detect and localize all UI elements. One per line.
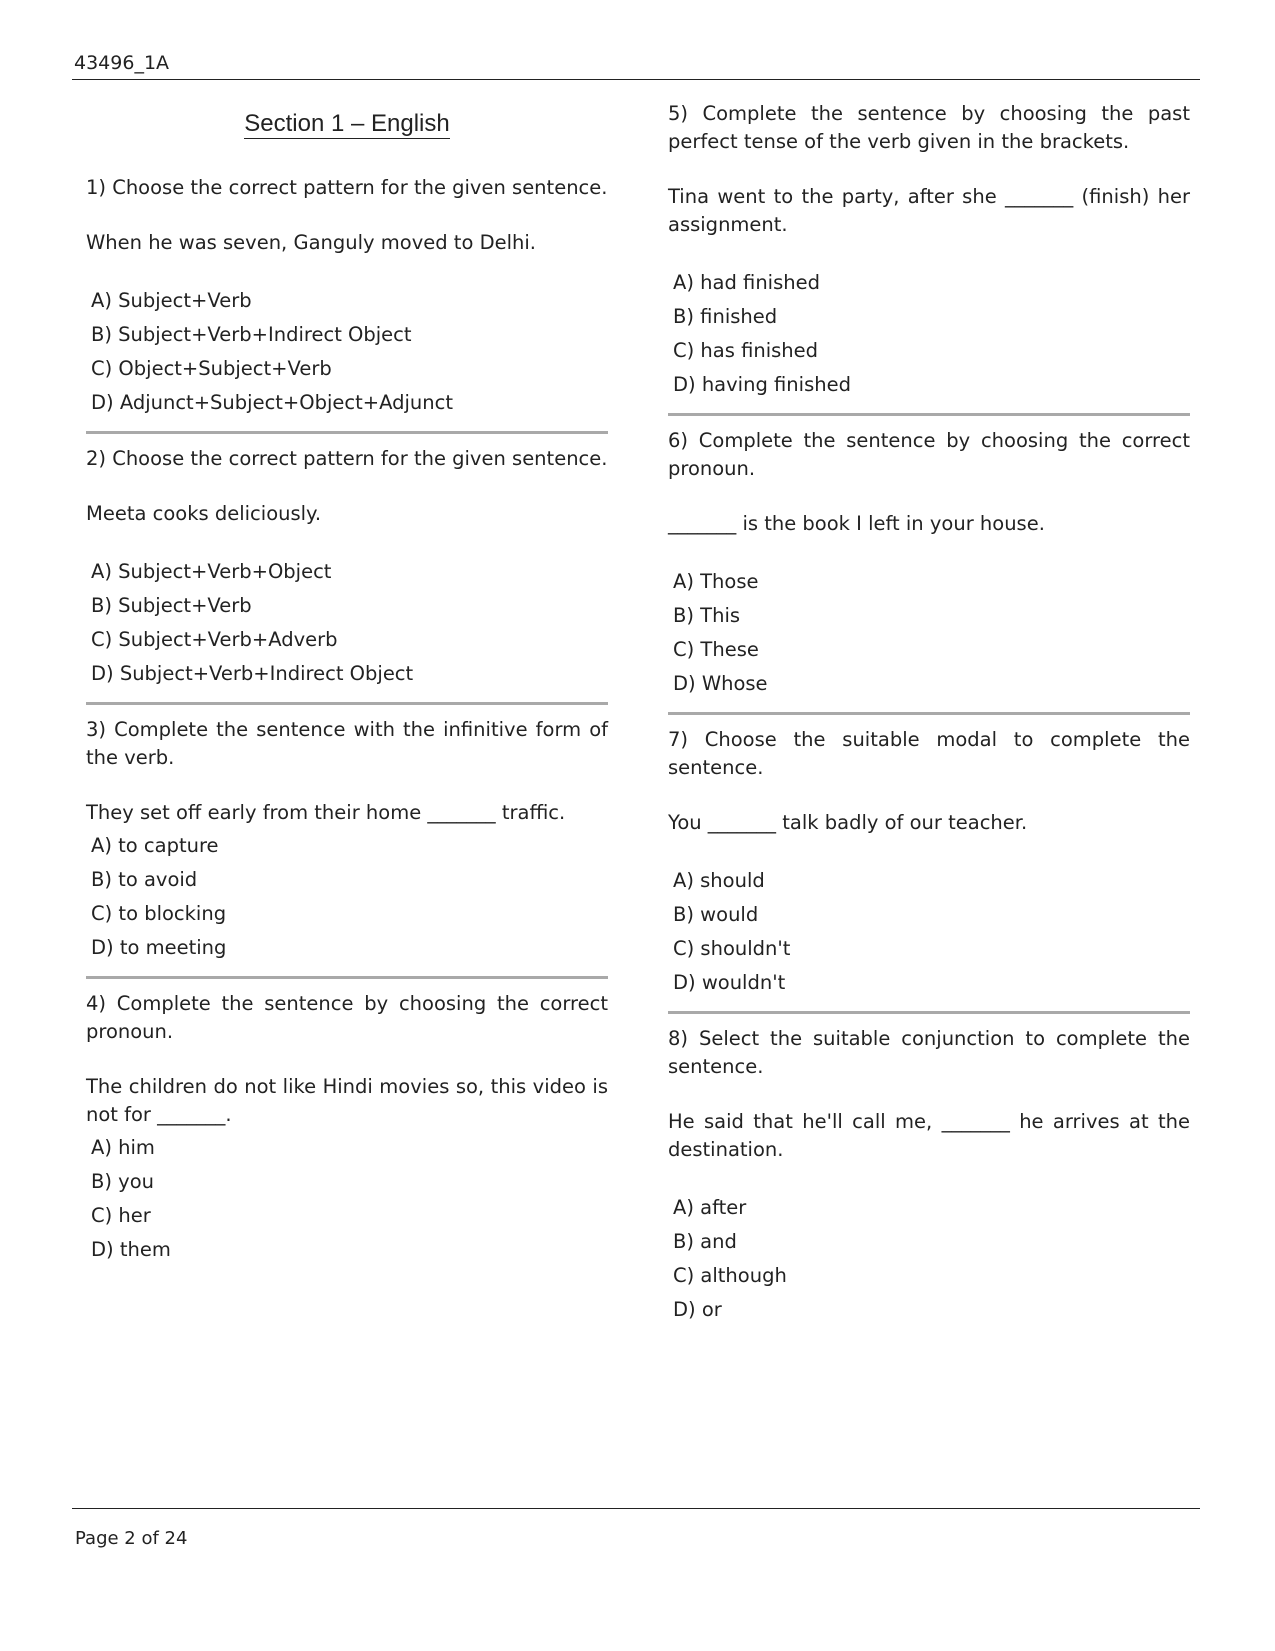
question-stem: 1) Choose the correct pattern for the given sentence.	[86, 176, 608, 199]
option-a: A) Those	[673, 570, 759, 593]
option-b: B) to avoid	[91, 868, 198, 891]
option-b: B) This	[673, 604, 741, 627]
option-b: B) Subject+Verb+Indirect Object	[91, 323, 412, 346]
question-sentence: The children do not like Hindi movies so, this video is not for _______.	[86, 1075, 608, 1126]
page-number: Page 2 of 24	[75, 1528, 188, 1549]
question-stem: 4) Complete the sentence by choosing the correct pronoun.	[86, 992, 608, 1043]
option-b: B) you	[91, 1170, 155, 1193]
question-5	[668, 100, 1190, 402]
question-sentence: They set off early from their home _______ traffic.	[86, 801, 566, 824]
option-a: A) Subject+Verb+Object	[91, 560, 332, 583]
option-c: C) has finished	[673, 339, 819, 362]
option-list	[86, 829, 608, 965]
question-divider	[668, 712, 1190, 715]
option-b: B) Subject+Verb	[91, 594, 252, 617]
option-a: A) Subject+Verb	[91, 289, 252, 312]
option-a: A) should	[673, 869, 765, 892]
option-list	[668, 864, 1190, 1000]
option-d: D) having finished	[673, 373, 851, 396]
question-6	[668, 427, 1190, 701]
option-list	[668, 565, 1190, 701]
option-d: D) to meeting	[91, 936, 227, 959]
option-c: C) Subject+Verb+Adverb	[91, 628, 338, 651]
question-stem: 5) Complete the sentence by choosing the past perfect tense of the verb given in the brackets.	[668, 102, 1190, 153]
option-c: C) shouldn't	[673, 937, 791, 960]
question-divider	[86, 431, 608, 434]
option-d: D) or	[673, 1298, 722, 1321]
option-list	[86, 284, 608, 420]
option-b: B) finished	[673, 305, 778, 328]
question-4	[86, 990, 608, 1267]
section-title-text: Section 1 – English	[244, 110, 450, 137]
question-sentence: _______ is the book I left in your house.	[668, 512, 1045, 535]
question-8	[668, 1025, 1190, 1327]
question-stem: 3) Complete the sentence with the infinitive form of the verb.	[86, 718, 608, 769]
option-a: A) had finished	[673, 271, 820, 294]
right-column	[668, 100, 1190, 1327]
question-sentence: He said that he'll call me, _______ he arrives at the destination.	[668, 1110, 1190, 1161]
footer-rule	[72, 1508, 1200, 1509]
question-sentence: When he was seven, Ganguly moved to Delhi.	[86, 231, 536, 254]
question-2	[86, 445, 608, 691]
left-column	[86, 105, 608, 1267]
option-c: C) although	[673, 1264, 787, 1287]
option-c: C) to blocking	[91, 902, 227, 925]
option-a: A) him	[91, 1136, 155, 1159]
question-divider	[86, 702, 608, 705]
question-1	[86, 174, 608, 420]
option-list	[86, 555, 608, 691]
question-3	[86, 716, 608, 965]
option-c: C) her	[91, 1204, 151, 1227]
option-a: A) after	[673, 1196, 747, 1219]
question-stem: 2) Choose the correct pattern for the given sentence.	[86, 447, 608, 470]
option-d: D) them	[91, 1238, 171, 1261]
option-list	[668, 266, 1190, 402]
question-stem: 6) Complete the sentence by choosing the correct pronoun.	[668, 429, 1190, 480]
question-sentence: Tina went to the party, after she _______ (finish) her assignment.	[668, 185, 1190, 236]
option-c: C) Object+Subject+Verb	[91, 357, 332, 380]
option-b: B) and	[673, 1230, 737, 1253]
question-divider	[668, 413, 1190, 416]
document-code: 43496_1A	[74, 52, 170, 74]
option-d: D) wouldn't	[673, 971, 786, 994]
option-b: B) would	[673, 903, 759, 926]
option-list	[86, 1131, 608, 1267]
question-divider	[668, 1011, 1190, 1014]
question-7	[668, 726, 1190, 1000]
question-divider	[86, 976, 608, 979]
question-stem: 8) Select the suitable conjunction to complete the sentence.	[668, 1027, 1190, 1078]
option-a: A) to capture	[91, 834, 219, 857]
header-rule	[72, 79, 1200, 80]
section-title	[86, 110, 608, 138]
option-d: D) Subject+Verb+Indirect Object	[91, 662, 414, 685]
option-list	[668, 1191, 1190, 1327]
option-d: D) Whose	[673, 672, 768, 695]
option-d: D) Adjunct+Subject+Object+Adjunct	[91, 391, 453, 414]
question-sentence: You _______ talk badly of our teacher.	[668, 811, 1028, 834]
question-stem: 7) Choose the suitable modal to complete the sentence.	[668, 728, 1190, 779]
question-sentence: Meeta cooks deliciously.	[86, 502, 322, 525]
option-c: C) These	[673, 638, 759, 661]
